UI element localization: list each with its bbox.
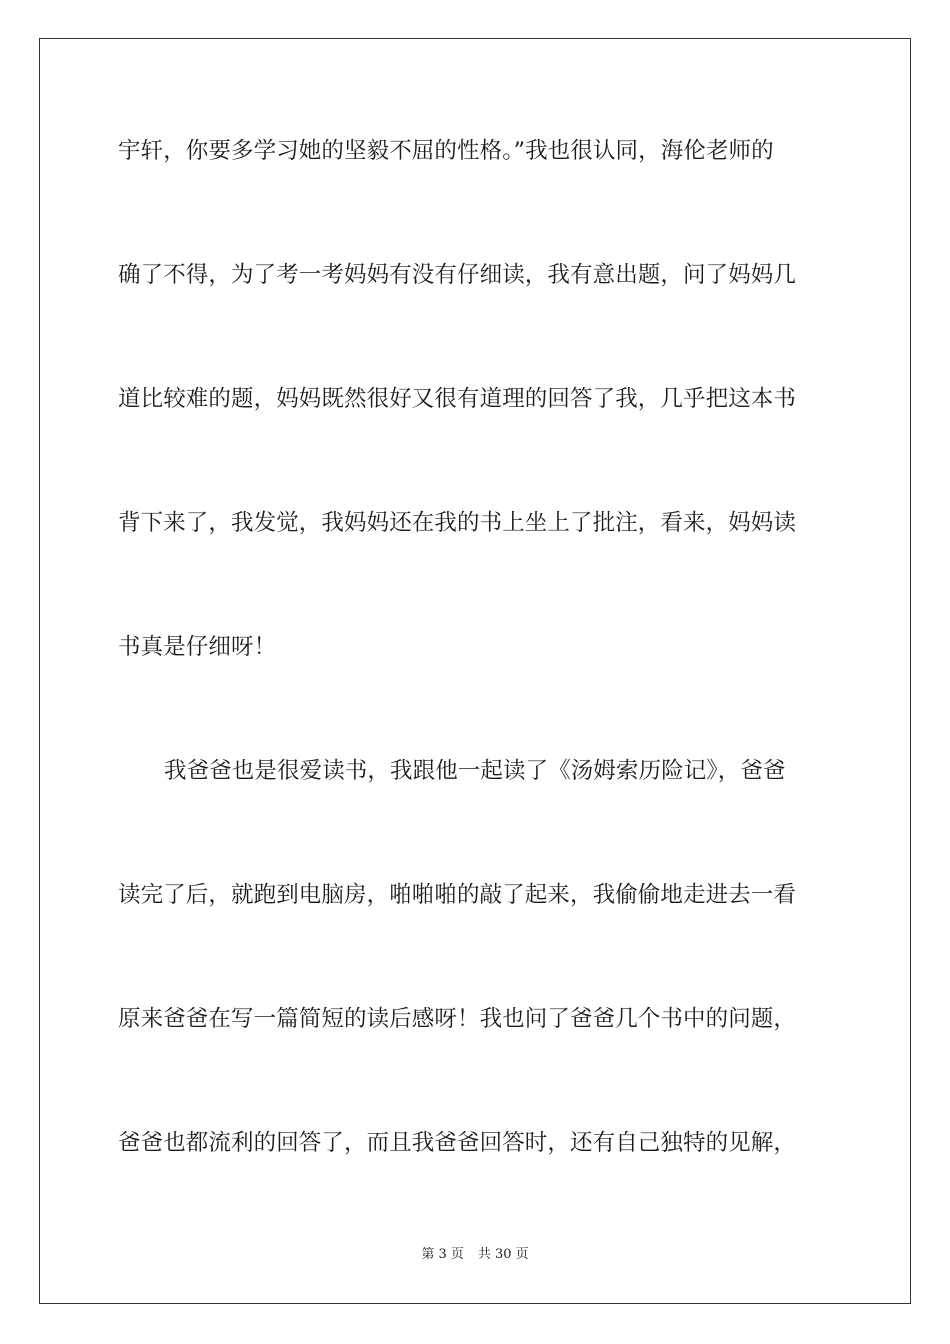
page-total: 共 30 页 xyxy=(477,1247,529,1262)
paragraph-line: 我爸爸也是很爱读书，我跟他一起读了《汤姆索历险记》，爸爸 xyxy=(164,758,786,784)
paragraph-line: 读完了后，就跑到电脑房，啪啪啪的敲了起来，我偷偷地走进去一看 xyxy=(118,882,797,908)
paragraph-line: 爸爸也都流利的回答了，而且我爸爸回答时，还有自己独特的见解， xyxy=(118,1130,797,1156)
paragraph-line: 道比较难的题，妈妈既然很好又很有道理的回答了我，几乎把这本书 xyxy=(118,386,797,412)
page-number: 第 3 页 xyxy=(421,1247,464,1262)
page-border xyxy=(39,38,911,1304)
paragraph-line: 原来爸爸在写一篇简短的读后感呀！我也问了爸爸几个书中的问题， xyxy=(118,1006,797,1032)
paragraph-line: 确了不得，为了考一考妈妈有没有仔细读，我有意出题，问了妈妈几 xyxy=(118,262,797,288)
paragraph-line: 背下来了，我发觉，我妈妈还在我的书上坐上了批注，看来，妈妈读 xyxy=(118,510,797,536)
page-footer xyxy=(0,1246,950,1264)
paragraph-line: 宇轩，你要多学习她的坚毅不屈的性格。”我也很认同，海伦老师的 xyxy=(118,138,774,164)
paragraph-line: 书真是仔细呀！ xyxy=(118,634,277,660)
